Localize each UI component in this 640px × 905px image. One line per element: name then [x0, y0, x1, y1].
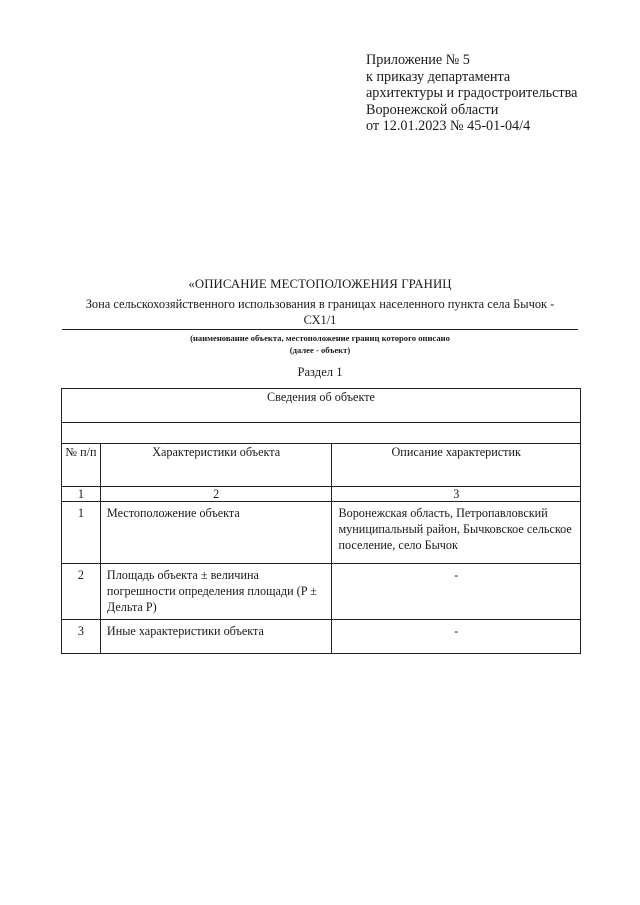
row-characteristic: Местоположение объекта [100, 502, 332, 564]
row-number: 1 [62, 502, 101, 564]
title-block [62, 276, 578, 380]
row-description: - [332, 620, 581, 654]
column-number: 2 [100, 487, 332, 502]
table-blank-cell [62, 423, 581, 444]
table-blank-row [62, 423, 581, 444]
column-header-num: № п/п [62, 444, 101, 487]
table-column-header-row [62, 444, 581, 487]
section-title: Раздел 1 [297, 365, 343, 379]
column-header-description: Описание характеристик [332, 444, 581, 487]
column-number: 1 [62, 487, 101, 502]
caption-line: (наименование объекта, местоположение границ которого описано [190, 333, 450, 343]
annex-line: Приложение № 5 [366, 52, 470, 68]
annex-header [366, 52, 626, 135]
column-number: 3 [332, 487, 581, 502]
document-title: «ОПИСАНИЕ МЕСТОПОЛОЖЕНИЯ ГРАНИЦ [188, 277, 452, 291]
object-name-line: Зона сельскохозяйственного использования в границах населенного пункта села Бычок - [85, 297, 555, 311]
row-number: 3 [62, 620, 101, 654]
column-header-characteristic: Характеристики объекта [100, 444, 332, 487]
row-characteristic: Площадь объекта ± величина погрешности определения площади (P ± Дельта P) [100, 564, 332, 620]
table-column-number-row [62, 487, 581, 502]
table-heading-row [62, 389, 581, 423]
annex-line: от 12.01.2023 № 45-01-04/4 [366, 118, 531, 134]
table-row [62, 564, 581, 620]
object-info-table [61, 388, 581, 654]
object-name-line: СХ1/1 [303, 312, 337, 327]
table-heading: Сведения об объекте [62, 389, 581, 423]
table-row [62, 502, 581, 564]
row-characteristic: Иные характеристики объекта [100, 620, 332, 654]
row-description: Воронежская область, Петропавловский муниципальный район, Бычковское сельское поселение, село Бычок [332, 502, 581, 564]
caption-line: (далее - объект) [289, 345, 351, 355]
annex-line: Воронежской области [366, 101, 499, 118]
annex-line: архитектуры и градостроительства [366, 85, 578, 101]
row-description: - [332, 564, 581, 620]
row-number: 2 [62, 564, 101, 620]
table-row [62, 620, 581, 654]
annex-line: к приказу департамента [366, 68, 511, 85]
object-name [62, 297, 578, 330]
object-name-caption [62, 332, 578, 356]
